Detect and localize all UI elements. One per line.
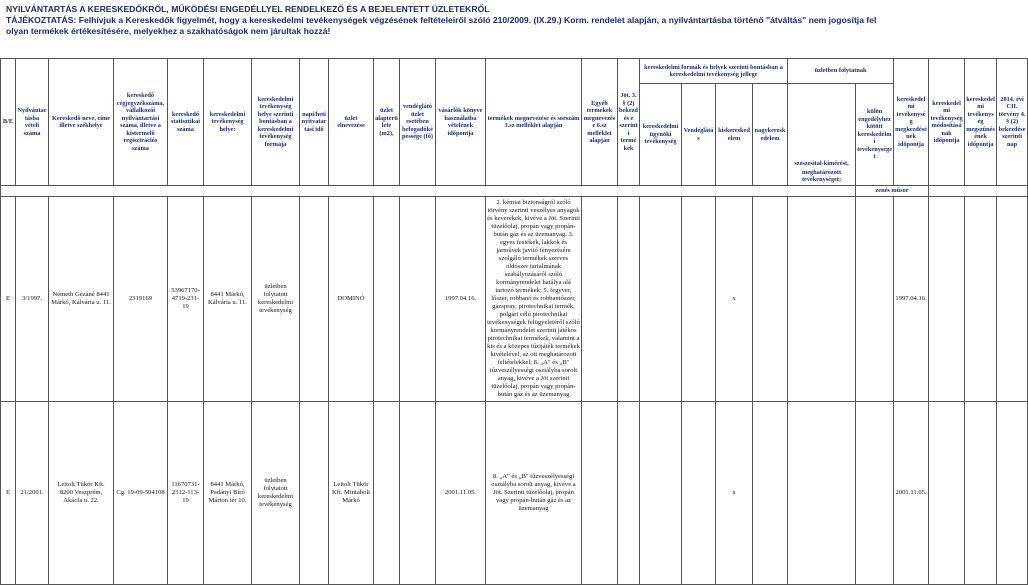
page-title: NYILVÁNTARTÁS A KERESKEDŐKRŐL, MŰKÖDÉSI ENGEDÉLLYEL RENDELKEZŐ ÉS A BEJELENTETT ÜZLETEKRŐL xyxy=(6,4,490,14)
cell-form: üzletben folytatott kereskedelmi tevékenység xyxy=(252,197,300,402)
col-trader: Kereskedő neve, címe illetve székhelye xyxy=(49,59,114,186)
col-products: termékek megnevezése és sorszám 3.sz melléklet alapján xyxy=(486,59,582,186)
col-stop: kereskedelmi tevékenység megszűnésének időpontja xyxy=(965,59,997,186)
cell-trader: Leitolt Tükör Kft. 8200 Veszprém, Akácfa u. 22. xyxy=(49,402,114,585)
col-stat-no: kereskedő statisztikai száma xyxy=(168,59,204,186)
cell-place: 8441 Márkó, Kálvária u. 11. xyxy=(204,197,252,402)
col-seats: vendéglátó üzlet esetében befogadóképessége (fő) xyxy=(400,59,436,186)
col-area: üzlet alapterülete (m2), xyxy=(374,59,400,186)
col-modify: kereskedelmi tevékenység módosításának időpontja xyxy=(929,59,965,186)
cell-place: 8441 Márkó, Padányi Bíró Márton tér 10. xyxy=(204,402,252,585)
cell-end: 2001.11.05. xyxy=(894,402,929,585)
col-type-a: kereskedelmi ügynöki tevékenység xyxy=(640,84,682,186)
cell-stat-no: 11670731-2312-113-19 xyxy=(168,402,204,585)
table-row xyxy=(1,402,1028,585)
group-shop: üzletben folytatnak xyxy=(788,59,894,84)
col-reg-no: Nyilvántartásba vételi száma xyxy=(16,59,49,186)
col-end: kereskedelmi tevékenység megkezdésének időpontja xyxy=(894,59,929,186)
cell-company-reg: 2319169 xyxy=(114,197,168,402)
col-form: kereskedelmi tevékenység helye szerinti bontásban a kereskedelmi tevékenység formája xyxy=(252,59,300,186)
table-row xyxy=(1,197,1028,402)
col-parking: vásárlók könyve használatba vételének időpontja xyxy=(436,59,486,186)
col-company-reg: kereskedő cégjegyzékszáma, vállalkozói nyilvántartási száma, illetve a kistermelő regisztrációs száma xyxy=(114,59,168,186)
cell-products: 8. „A" és „B" tűzveszélyességi osztályba sorolt anyag, kivéve a Jöt. Szerinti tüzelőolaj, propán vagy propán-bután gáz és az üzemanyag xyxy=(486,402,582,585)
col-shop-name: üzlet elnevezése xyxy=(329,59,374,186)
cell-shop-name: DOMINÓ xyxy=(329,197,374,402)
col-type-d: nagykereskedelem xyxy=(753,84,788,186)
register-table xyxy=(0,58,1028,585)
col-jot: Jöt. 3. § (2) bekezdés e szerinti termékek xyxy=(618,59,640,186)
cell-stat-no: 53967170-4719-231-19 xyxy=(168,197,204,402)
cell-end: 1997.04.16. xyxy=(894,197,929,402)
col-type-e: szeszesital-kimérést, xyxy=(788,84,856,168)
col-hours: napi/heti nyitvatartási idő xyxy=(300,59,329,186)
cell-parking: 2001.11.05. xyxy=(436,402,486,585)
col-music: zenés műsor xyxy=(856,186,929,197)
cell-company-reg: Cg. 19-09-504108 xyxy=(114,402,168,585)
notice-line-2: olyan termékek értékesítésére, melyekhez a szakhatóságok nem járultak hozzá! xyxy=(6,26,331,36)
col-law: 2014. évi CII. törvény 4. § (2) bekezdése szerinti nap xyxy=(997,59,1028,186)
cell-type-c: x xyxy=(716,402,753,585)
col-special: meghatározott tevékenységet; xyxy=(788,168,856,186)
col-type-c: kiskereskedelem xyxy=(716,84,753,186)
cell-form: üzletben folytatott kereskedelmi tevékenység xyxy=(252,402,300,585)
group-forms: kereskedelmi formák és helyek szerinti bontásban a kereskedelmi tevékenység jellege xyxy=(640,59,788,84)
cell-trader: Németh Gézáné 8441 Márkó, Kálvária u. 11. xyxy=(49,197,114,402)
cell-be: E xyxy=(1,197,16,402)
col-type-b: Vendéglátás xyxy=(682,84,716,186)
cell-products: 2. kémiai biztonságról szóló törvény szerinti veszélyes anyagok és keverékek, kivéve a Jöt. Szerinti tüzelőolaj, propán vagy propán-bután gáz és az üzemanyag. 3. egyes festékek, lakkok és járművek javító fényezésére szolgáló termékek szerves oldószer tartalmának szabályozásáról szóló kormányrendelet hatálya alá tartozó termékek; 5. fegyver, lőszer, robbanó és robbantószer, gázspray, pirotechnikai termék, polgári célú pirotechnikai tevékenységek felügyeletéről szóló kormányrendelet szerinti játékos pirotechnikai termékek, valamint a kis és a közepes tűzijáték termékek kivételével, az ott meghatározott feltételekkel; 8. „A" és „B" tűzveszélyességi osztályba sorolt anyag, kivéve a Jöt szerinti tüzelőolaj, propán vagy propán-bután gáz és az üzemanyag xyxy=(486,197,582,402)
col-other-products: Egyéb termékek megnevezése 6.sz melléklet alapján xyxy=(582,59,618,186)
page-header xyxy=(6,4,876,37)
cell-shop-name: Leitolt Tükör Kft. Mintabolt Márkó xyxy=(329,402,374,585)
col-be: B/E xyxy=(1,59,16,186)
col-place: kereskedelmi tevékenység helye: xyxy=(204,59,252,186)
cell-parking: 1997.04.16. xyxy=(436,197,486,402)
cell-reg-no: 21/2001. xyxy=(16,402,49,585)
cell-be: E xyxy=(1,402,16,585)
cell-type-c: x xyxy=(716,197,753,402)
notice-line-1: TÁJÉKOZTATÁS: Felhívjuk a Kereskedők figyelmét, hogy a kereskedelmi tevékenységek végzésének feltételeiről szóló 210/2009. (IX.29.) Korm. rendelet alapján, a nyilvántartásba történő "átváltás" nem jogosítja fel xyxy=(6,15,877,25)
cell-reg-no: 3/1997. xyxy=(16,197,49,402)
col-permit: külön engedélyhez kötött kereskedelmi tevékenységet xyxy=(856,84,894,186)
